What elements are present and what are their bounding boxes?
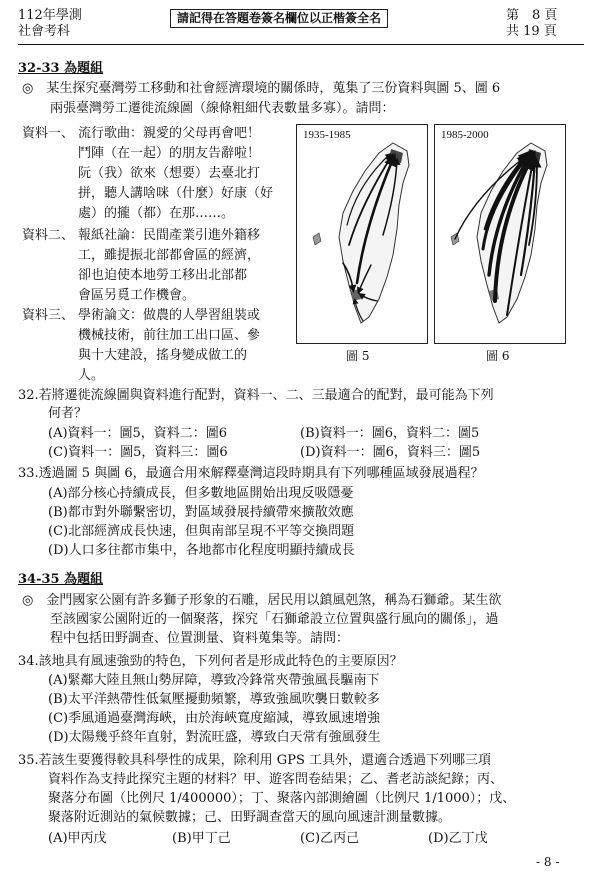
q34-option-b[interactable]: (B)太平洋熱帶性低氣壓擾動頻繁，導致強風吹襲日數較多	[48, 692, 380, 707]
figure-5-caption: 圖 5	[346, 349, 370, 363]
group-34-35-intro-line-3: 程中包括田野調查、位置測量、資料蒐集等。請問：	[50, 631, 350, 646]
q32-option-c[interactable]: (C)資料一：圖5，資料三：圖6	[48, 445, 228, 460]
q32-option-b[interactable]: (B)資料一：圖6，資料二：圖5	[300, 426, 480, 441]
header-rule	[18, 44, 584, 45]
q34-option-c[interactable]: (C)季風通過臺灣海峽，由於海峽寬度縮減，導致風速增強	[48, 711, 381, 726]
taiwan-outline	[339, 143, 409, 323]
group-34-35-title: 34-35 為題組	[18, 572, 104, 587]
material-1-line-2: 鬥陣（在一起）的朋友告辭啦！	[78, 146, 261, 161]
q34-option-a[interactable]: (A)緊鄰大陸且無山勢屏障，導致冷鋒常夾帶強風長驅南下	[48, 673, 380, 688]
material-3-line-1: 學術論文：做農的人學習組裝或	[78, 308, 261, 323]
material-1-line-1: 流行歌曲：親愛的父母再會吧！	[78, 126, 261, 141]
material-3-line-4: 人。	[78, 368, 105, 383]
q33-option-d[interactable]: (D)人口多往都市集中，各地都市化程度明顯持續成長	[48, 543, 355, 558]
q32-stem-line-2: 何者？	[48, 406, 88, 421]
q35-stem-line-2: 資料作為支持此探究主題的材料？甲、遊客問卷結果；乙、耆老訪談紀錄；丙、	[48, 772, 504, 787]
q33-stem: 33.透過圖 5 與圖 6，最適合用來解釋臺灣這段時期具有下列哪種區域發展過程？	[18, 466, 484, 481]
figure-6-migration-map	[435, 125, 565, 343]
figure-6-period: 1985-2000	[441, 129, 489, 141]
q34-option-d[interactable]: (D)太陽幾乎終年直射，對流旺盛，導致白天常有強風發生	[48, 730, 381, 745]
q35-option-d[interactable]: (D)乙丁戊	[428, 831, 488, 846]
q35-stem-line-4: 聚落附近測站的氣候數據；己、田野調查當天的風向風速計測量數據。	[48, 810, 452, 825]
material-1-line-3: 阮（我）欲來（想要）去臺北打	[78, 166, 261, 181]
material-2-label: 資料二、	[22, 228, 75, 243]
group-32-33-intro-line-2: 兩張臺灣勞工遷徙流線圖（線條粗細代表數量多寡）。請問：	[50, 101, 395, 116]
islet	[313, 233, 321, 245]
signature-notice: 請記得在答題卷簽名欄位以正楷簽全名	[170, 9, 388, 28]
q32-option-d[interactable]: (D)資料一：圖6，資料三：圖5	[300, 445, 481, 460]
figure-5-migration-map	[297, 125, 427, 343]
material-1-line-5: 處）的攏（都）在那……。	[78, 206, 235, 221]
q35-stem-line-1: 35.若該生要獲得較具科學性的成果，除利用 GPS 工具外，還適合透過下列哪三項	[18, 753, 491, 768]
group-34-35-intro-line-1: ◎ 金門國家公園有許多獅子形象的石雕，居民用以鎮風剋煞，稱為石獅爺。某生欲	[22, 593, 502, 608]
q34-stem: 34.該地具有風速強勁的特色，下列何者是形成此特色的主要原因？	[18, 654, 403, 669]
material-3-line-2: 機械技術，前往加工出口區、參	[78, 328, 261, 343]
figure-6-map	[434, 124, 566, 344]
q35-stem-line-3: 聚落分布圖（比例尺 1/400000）；丁、聚落內部測繪圖（比例尺 1/1000）；戊、	[48, 791, 516, 806]
total-pages-label: 共 19 頁	[506, 24, 557, 39]
q32-stem-line-1: 32.若將遷徙流線圖與資料進行配對，資料一、二、三最適合的配對，最可能為下列	[18, 388, 494, 403]
subject-name: 社會考科	[18, 24, 71, 39]
q33-option-a[interactable]: (A)部分核心持續成長，但多數地區開始出現反吸隱憂	[48, 486, 354, 501]
material-2-line-3: 卻也迫使本地勞工移出北部都	[78, 268, 248, 283]
material-3-label: 資料三、	[22, 308, 75, 323]
page-number: - 8 -	[536, 855, 560, 869]
group-34-35-intro-line-2: 至該國家公園附近的一個聚落，探究「石獅爺設立位置與盛行風向的關係」，過	[50, 612, 499, 627]
q33-option-b[interactable]: (B)都市對外聯繫密切，對區域發展持續帶來擴散效應	[48, 505, 354, 520]
exam-title: 112年學測	[18, 8, 82, 23]
figure-6-caption: 圖 6	[486, 349, 510, 363]
group-32-33-intro-line-1: ◎ 某生探究臺灣勞工移動和社會經濟環境的關係時，蒐集了三份資料與圖 5、圖 6	[22, 81, 501, 96]
q35-option-a[interactable]: (A)甲丙戊	[48, 831, 107, 846]
group-32-33-title: 32-33 為題組	[18, 61, 104, 76]
material-1-label: 資料一、	[22, 126, 75, 141]
q35-option-b[interactable]: (B)甲丁己	[172, 831, 231, 846]
figure-5-period: 1935-1985	[303, 129, 351, 141]
material-2-line-2: 工，雖提振北部都會區的經濟，	[78, 248, 261, 263]
material-3-line-3: 與十大建設，搖身變成做工的	[78, 348, 248, 363]
q33-option-c[interactable]: (C)北部經濟成長快速，但與南部呈現不平等交換問題	[48, 524, 355, 539]
q35-option-c[interactable]: (C)乙丙己	[300, 831, 360, 846]
q32-option-a[interactable]: (A)資料一：圖5，資料二：圖6	[48, 426, 228, 441]
material-1-line-4: 拼，聽人講啥咪（什麼）好康（好	[78, 186, 274, 201]
material-2-line-1: 報紙社論：民間產業引進外籍移	[78, 228, 261, 243]
figure-5-map	[296, 124, 428, 344]
material-2-line-4: 會區另覓工作機會。	[78, 288, 196, 303]
page-label: 第 8 頁	[506, 8, 558, 23]
